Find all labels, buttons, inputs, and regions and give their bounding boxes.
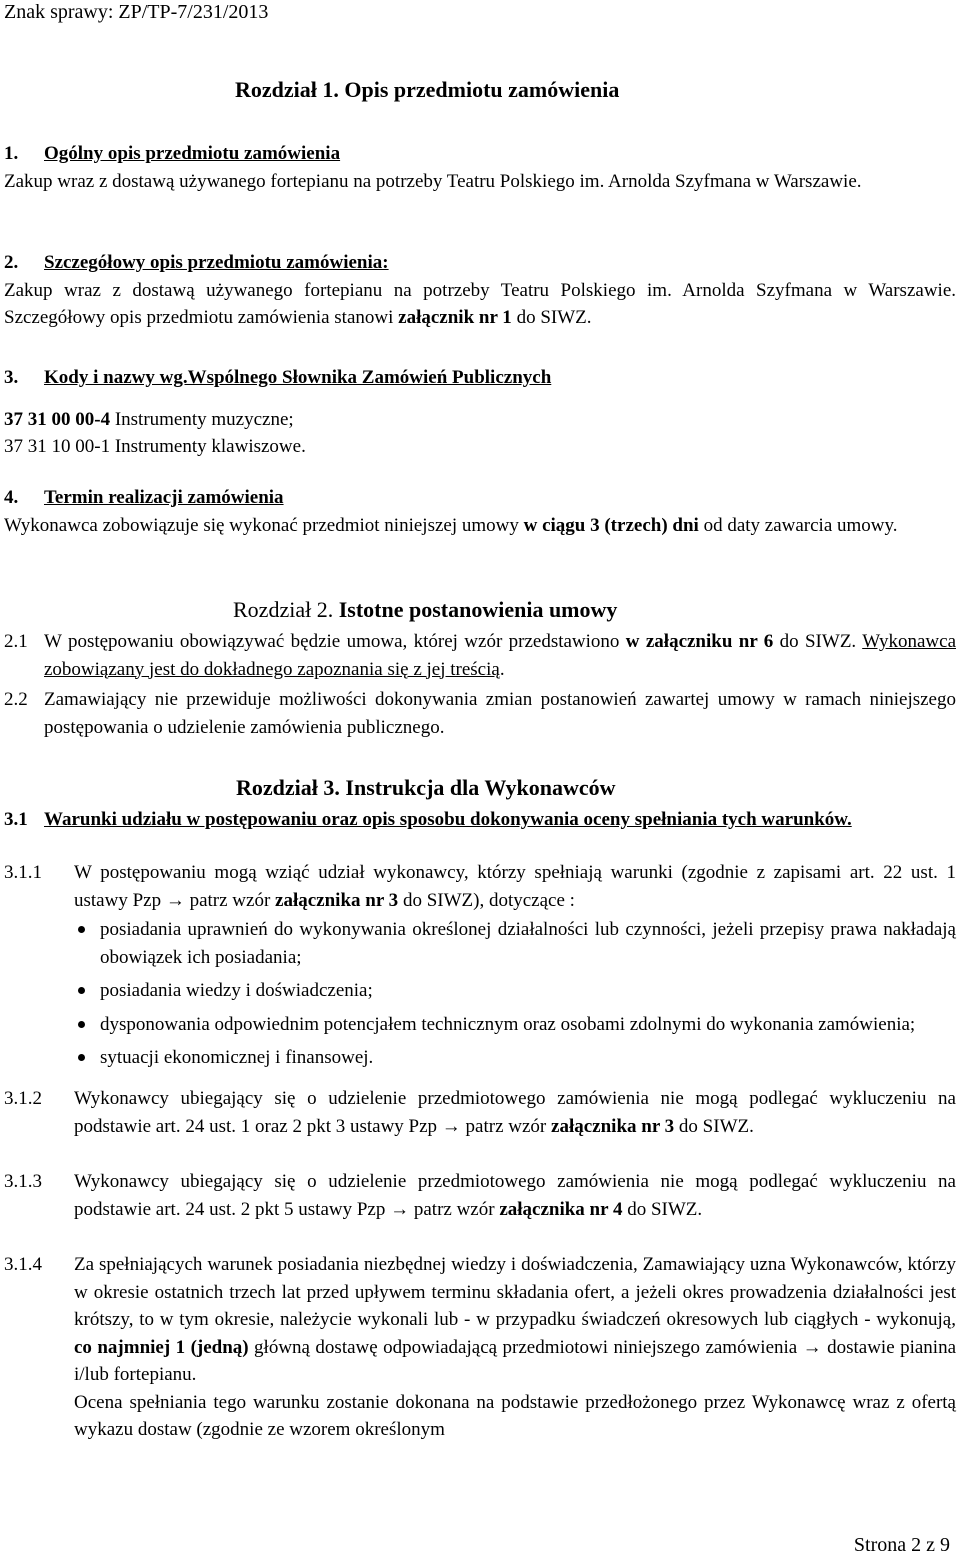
page-number: Strona 2 z 9 — [853, 1534, 950, 1556]
section-1-heading: 1. Ogólny opis przedmiotu zamówienia — [4, 143, 341, 164]
conditions-list — [100, 916, 956, 1072]
cpv-code-1: 37 31 00 00-4 Instrumenty muzyczne; — [4, 408, 294, 430]
chapter-2-title: Rozdział 2. Istotne postanowienia umowy — [233, 597, 618, 622]
section-2 — [4, 249, 956, 332]
section-1-text: Zakup wraz z dostawą używanego fortepianu na potrzeby Teatru Polskiego im. Arnolda Szyfmana w Warszawie. — [4, 170, 862, 192]
paragraph-3-1: 3.1 Warunki udziału w postępowaniu oraz opis sposobu dokonywania oceny spełniania tych warunków. — [4, 809, 852, 830]
section-2-heading: 2. Szczegółowy opis przedmiotu zamówienia: — [4, 252, 389, 273]
cpv-code-2: 37 31 10 00-1 Instrumenty klawiszowe. — [4, 436, 306, 457]
paragraph-3-1-2: 3.1.2 Wykonawcy ubiegający się o udzielenie przedmiotowego zamówienia nie mogą podlegać wykluczeniu na podstawie art. 24 ust. 1 oraz 2 pkt 3 ustawy Pzp → patrz wzór załącznika nr 3 do SIWZ. — [4, 1088, 956, 1137]
section-4-heading: 4. Termin realizacji zamówienia — [4, 487, 284, 508]
section-3-heading: 3. Kody i nazwy wg.Wspólnego Słownika Zamówień Publicznych — [4, 367, 552, 388]
paragraph-3-1-4-assessment: Ocena spełniania tego warunku zostanie dokonana na podstawie przedłożonego przez Wykonawcę wraz z ofertą wykazu dostaw (zgodnie ze wzorem określonym — [74, 1391, 956, 1440]
paragraph-2-1: 2.1 W postępowaniu obowiązywać będzie umowa, której wzór przedstawiono w załączniku nr 6 do SIWZ. Wykonawca zobowiązany jest do dokładnego zapoznania się z jej treścią. — [4, 631, 956, 680]
section-4-text: Wykonawca zobowiązuje się wykonać przedmiot niniejszej umowy w ciągu 3 (trzech) dni od daty zawarcia umowy. — [4, 514, 898, 536]
list-item: posiadania wiedzy i doświadczenia; — [100, 977, 956, 1005]
paragraph-3-1-1: 3.1.1 W postępowaniu mogą wziąć udział wykonawcy, którzy spełniają warunki (zgodnie z zapisami art. 22 ust. 1 ustawy Pzp → patrz wzór załącznika nr 3 do SIWZ), dotyczące : — [4, 862, 956, 911]
list-item: posiadania uprawnień do wykonywania określonej działalności lub czynności, jeżeli przepisy prawa nakładają obowiązek ich posiadania; — [100, 916, 956, 971]
paragraph-3-1-3: 3.1.3 Wykonawcy ubiegający się o udzielenie przedmiotowego zamówienia nie mogą podlegać wykluczeniu na podstawie art. 24 ust. 2 pkt 5 ustawy Pzp → patrz wzór załącznika nr 4 do SIWZ. — [4, 1171, 956, 1220]
list-item: sytuacji ekonomicznej i finansowej. — [100, 1044, 956, 1072]
section-2-text: Zakup wraz z dostawą używanego fortepianu na potrzeby Teatru Polskiego im. Arnolda Szyfmana w Warszawie. Szczegółowy opis przedmiotu zamówienia stanowi załącznik nr 1 do SIWZ. — [4, 279, 956, 328]
chapter-3-title: Rozdział 3. Instrukcja dla Wykonawców — [236, 775, 616, 800]
chapter-1-title: Rozdział 1. Opis przedmiotu zamówienia — [235, 77, 620, 102]
section-4 — [4, 484, 956, 539]
list-item: dysponowania odpowiednim potencjałem technicznym oraz osobami zdolnymi do wykonania zamówienia; — [100, 1011, 956, 1039]
section-1 — [4, 140, 956, 195]
case-number: Znak sprawy: ZP/TP-7/231/2013 — [4, 1, 269, 23]
section-3 — [4, 364, 956, 461]
paragraph-3-1-4: 3.1.4 Za spełniających warunek posiadania niezbędnej wiedzy i doświadczenia, Zamawiający uzna Wykonawców, którzy w okresie ostatnich trzech lat przed upływem terminu składania ofert, a jeżeli okres prowadzenia działalności jest krótszy, to w tym okresie, należycie wykonali lub - w przypadku świadczeń okresowych lub ciągłych - wykonują, co najmniej 1 (jedną) główną dostawę odpowiadającą przedmiotowi niniejszego zamówienia → dostawie pianina i/lub fortepianu. Ocena spełniania tego warunku zostanie dokonana na podstawie przedłożonego przez Wykonawcę wraz z ofertą wykazu dostaw (zgodnie ze wzorem określonym — [4, 1251, 956, 1444]
paragraph-2-2: 2.2 Zamawiający nie przewiduje możliwości dokonywania zmian postanowień zawartej umowy w ramach niniejszego postępowania o udzielenie zamówienia publicznego. — [4, 689, 956, 738]
